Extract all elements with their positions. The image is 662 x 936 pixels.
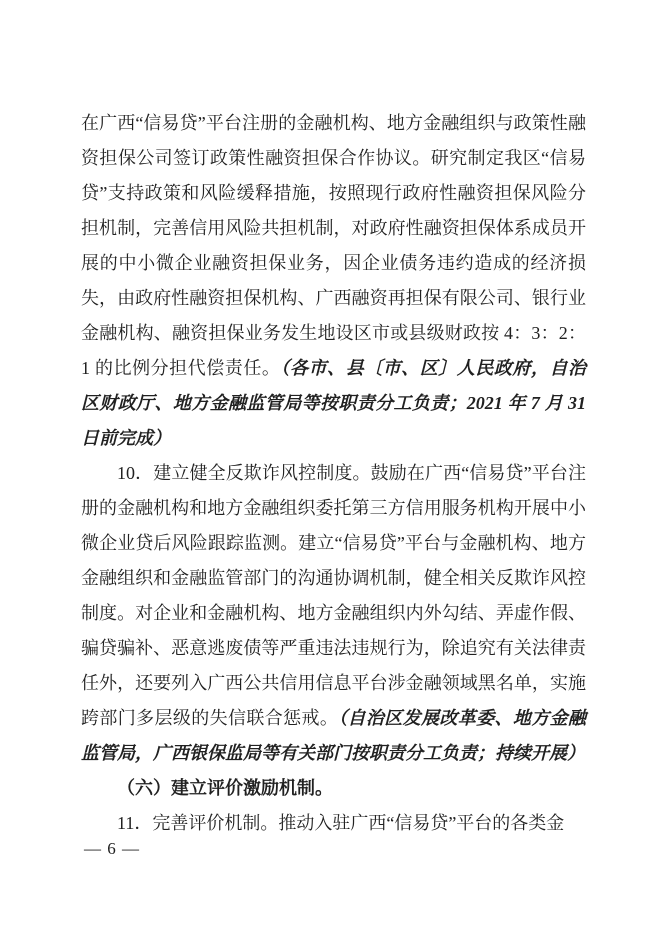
paragraph-item-10	[81, 456, 586, 771]
paragraph-item-11: 11．完善评价机制。推动入驻广西“信易贷”平台的各类金	[117, 813, 565, 833]
paragraph-risk-sharing-text: 在广西“信易贷”平台注册的金融机构、地方金融组织与政策性融资担保公司签订政策性融资担保合作协议。研究制定我区“信易贷”支持政策和风险缓释措施，按照现行政府性融资担保风险分担机制，完善信用风险共担机制，对政府性融资担保体系成员开展的中小微企业融资担保业务，因企业债务违约造成的经济损失，由政府性融资担保机构、广西融资再担保有限公司、银行业金融机构、融资担保业务发生地设区市或县级财政按 4：3：2：1 的比例分担代偿责任。	[81, 113, 586, 378]
responsibility-note-risk-sharing: （各市、县〔市、区〕人民政府，自治区财政厅、地方金融监管局等按职责分工负责；2021 年 7 月 31 日前完成）	[81, 358, 587, 448]
section-heading-6: （六）建立评价激励机制。	[117, 778, 333, 798]
paragraph-item-10-text: 10．建立健全反欺诈风控制度。鼓励在广西“信易贷”平台注册的金融机构和地方金融组织委托第三方信用服务机构开展中小微企业贷后风险跟踪监测。建立“信易贷”平台与金融机构、地方金融组织和金融监管部门的沟通协调机制，健全相关反欺诈风控制度。对企业和金融机构、地方金融组织内外勾结、弄虚作假、骗贷骗补、恶意逃废债等严重违法违规行为，除追究有关法律责任外，还要列入广西公共信用信息平台涉金融领域黑名单，实施跨部门多层级的失信联合惩戒。	[81, 463, 586, 728]
text-block	[81, 106, 586, 841]
page-number: — 6 —	[84, 839, 140, 858]
responsibility-note-item-10: （自治区发展改革委、地方金融监管局，广西银保监局等有关部门按职责分工负责；持续开展）	[81, 708, 587, 763]
paragraph-risk-sharing	[81, 106, 586, 456]
